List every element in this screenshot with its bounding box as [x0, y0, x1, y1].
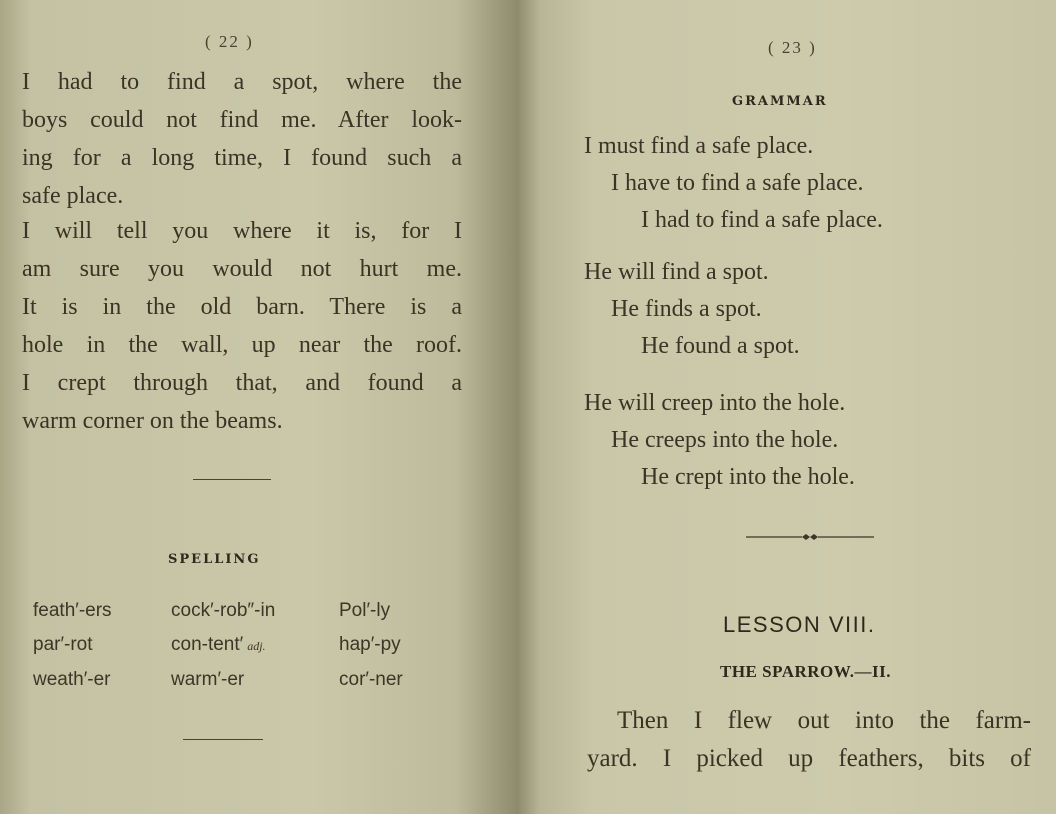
lesson-body	[587, 702, 1031, 778]
lesson-subtitle: THE SPARROW.—II.	[720, 662, 891, 681]
spelling-word: Pol′-ly	[339, 600, 391, 621]
spelling-word: feath′-ers	[33, 600, 112, 621]
text-line: yard. I picked up feathers, bits of	[587, 745, 1031, 772]
grammar-line: I must find a safe place.	[584, 133, 814, 159]
spelling-word: cor′-ner	[339, 669, 403, 690]
grammar-line: I have to find a safe place.	[611, 170, 864, 196]
spelling-word: con-tent′	[171, 634, 244, 655]
grammar-line: He crept into the hole.	[641, 464, 855, 490]
spelling-word: warm′-er	[171, 669, 245, 690]
grammar-heading: GRAMMAR	[732, 94, 828, 109]
page-number: ( 22 )	[205, 32, 254, 51]
spelling-word: weath′-er	[33, 669, 111, 690]
spelling-heading: SPELLING	[168, 552, 261, 567]
text-line: Then I flew out into the farm-	[617, 707, 1031, 734]
page-number: ( 23 )	[768, 38, 817, 57]
text-line: I will tell you where it is, for I	[22, 218, 462, 244]
lesson-title: LESSON VIII.	[723, 612, 876, 637]
adjective-note: adj.	[247, 639, 266, 653]
text-line: safe place.	[22, 183, 124, 209]
text-line: boys could not find me. After look-	[22, 107, 462, 133]
text-line: warm corner on the beams.	[22, 408, 283, 434]
spelling-word: hap′-py	[339, 634, 401, 655]
grammar-line: He found a spot.	[641, 333, 800, 359]
text-line: am sure you would not hurt me.	[22, 256, 462, 282]
grammar-line: He will creep into the hole.	[584, 390, 846, 416]
spelling-word: cock′-rob″-in	[171, 600, 276, 621]
grammar-line: He finds a spot.	[611, 296, 762, 322]
grammar-line: He creeps into the hole.	[611, 427, 839, 453]
paragraph	[22, 63, 462, 215]
text-line: I had to find a spot, where the	[22, 69, 462, 95]
ornament-divider	[746, 530, 874, 544]
text-line: It is in the old barn. There is a	[22, 294, 462, 320]
spelling-word-list	[33, 596, 449, 695]
spelling-word-with-note	[171, 630, 339, 661]
grammar-group	[584, 254, 800, 365]
right-page	[518, 0, 1056, 814]
spelling-word: par′-rot	[33, 634, 93, 655]
text-line: ing for a long time, I found such a	[22, 145, 462, 171]
grammar-line: He will find a spot.	[584, 259, 769, 285]
text-line: I crept through that, and found a	[22, 370, 462, 396]
text-line: hole in the wall, up near the roof.	[22, 332, 462, 358]
section-divider	[193, 479, 271, 480]
grammar-group	[584, 128, 883, 239]
grammar-group	[584, 385, 855, 496]
grammar-line: I had to find a safe place.	[641, 207, 883, 233]
left-page	[0, 0, 518, 814]
paragraph	[22, 212, 462, 440]
section-divider	[183, 739, 263, 740]
